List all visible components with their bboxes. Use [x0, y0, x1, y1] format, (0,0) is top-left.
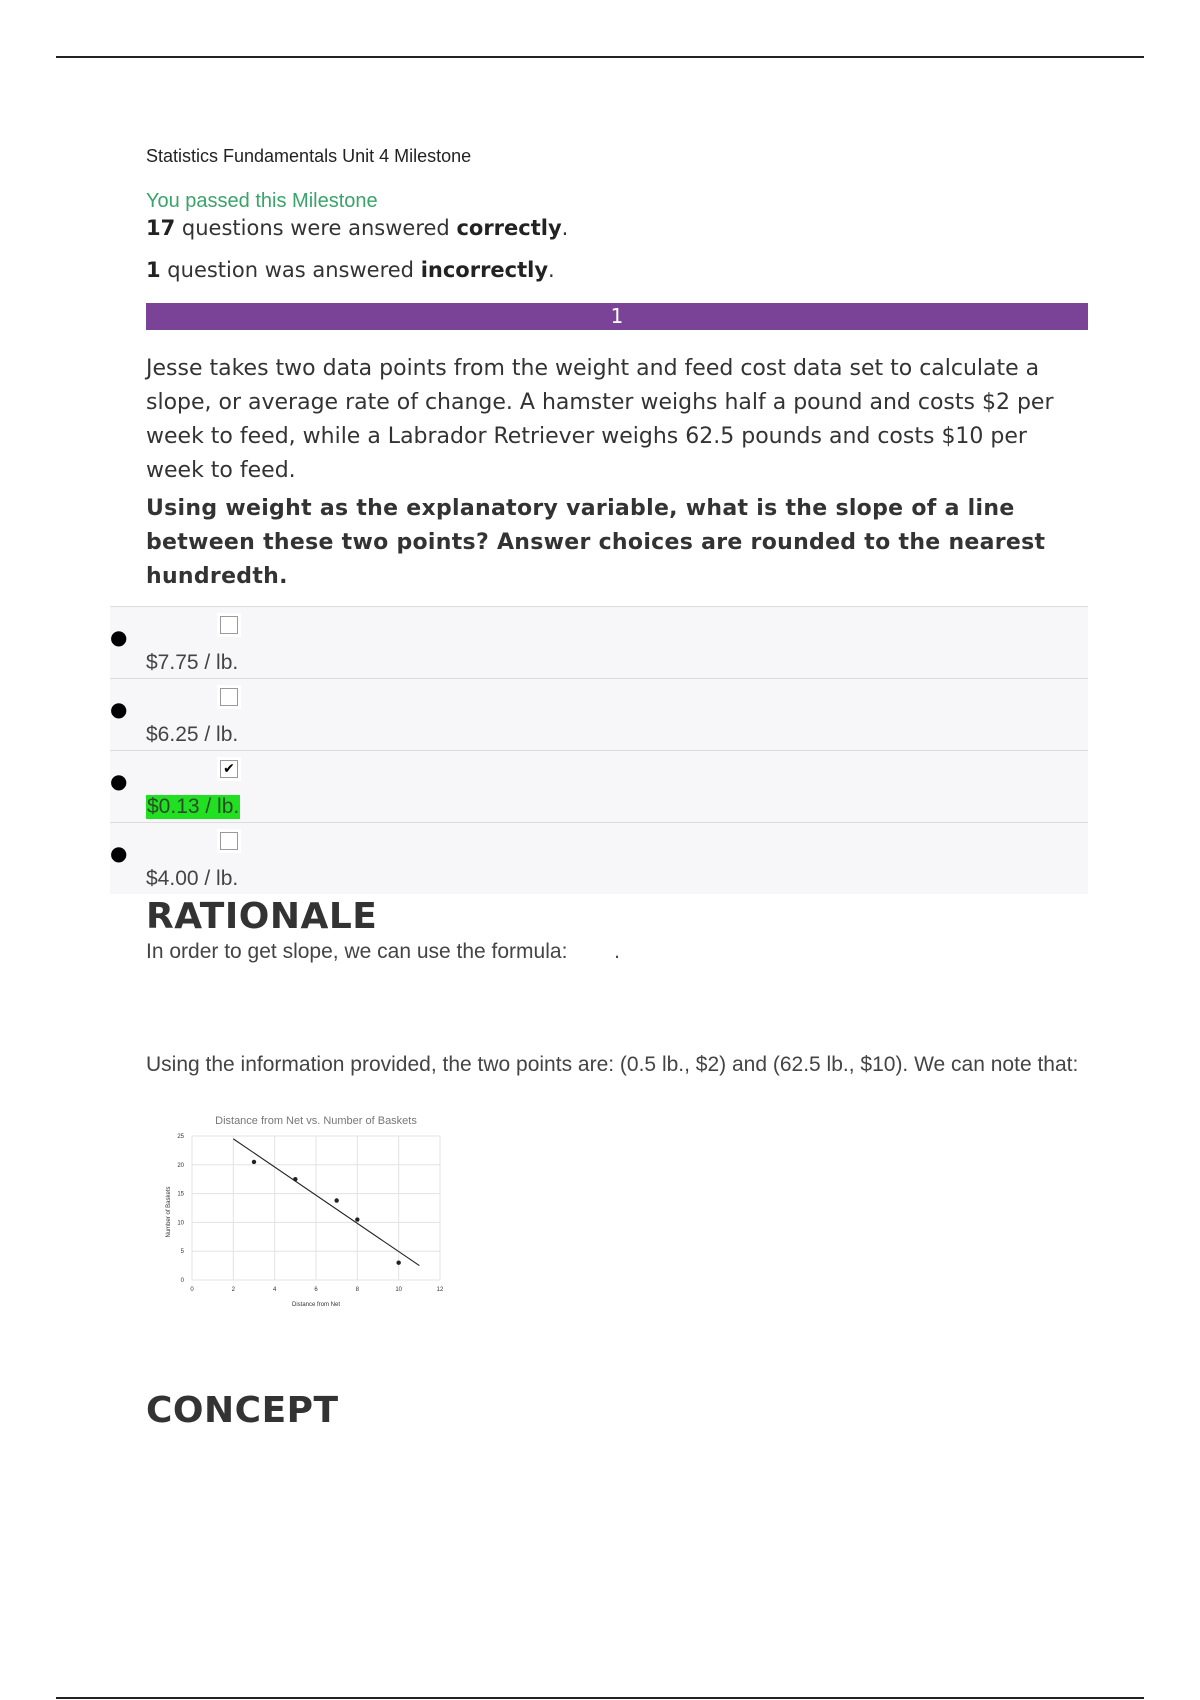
correct-text: questions were answered	[175, 216, 457, 240]
correct-count: 17	[146, 216, 176, 240]
checkbox-mark	[220, 616, 238, 634]
bullet-icon: ●	[110, 697, 128, 721]
x-tick-label: 6	[314, 1287, 318, 1293]
question-number-bar: 1	[146, 303, 1088, 330]
y-tick-label: 15	[177, 1191, 184, 1198]
x-tick-label: 10	[395, 1287, 403, 1293]
trend-line	[233, 1139, 419, 1266]
answer-choices	[110, 606, 1088, 894]
choice-label: $0.13 / lb.	[147, 795, 240, 818]
data-point	[334, 1198, 338, 1202]
x-tick-label: 8	[355, 1287, 360, 1293]
bullet-icon: ●	[110, 841, 128, 865]
data-point	[252, 1160, 256, 1164]
chart-ylabel: Number of Baskets	[166, 1186, 172, 1238]
bullet-icon: ●	[110, 769, 128, 793]
chart-title: Distance from Net vs. Number of Baskets	[215, 1115, 417, 1127]
y-tick-label: 5	[180, 1249, 184, 1256]
answer-choice[interactable]	[110, 606, 1088, 678]
checkbox-mark: ✔	[220, 760, 238, 778]
correct-summary	[146, 216, 568, 240]
data-point	[293, 1177, 297, 1181]
incorrect-emph: incorrectly	[420, 258, 549, 282]
concept-heading: CONCEPT	[146, 1390, 339, 1431]
data-point	[355, 1217, 359, 1221]
rationale-heading: RATIONALE	[146, 896, 378, 937]
passed-message: You passed this Milestone	[146, 190, 378, 212]
x-tick-label: 12	[436, 1287, 444, 1293]
checkbox[interactable]	[217, 757, 241, 781]
checkbox-mark	[220, 832, 238, 850]
question-body: Jesse takes two data points from the weight and feed cost data set to calculate a slope, or average rate of change. A hamster weighs half a pound and costs $2 per week to feed, while a Labrador Retriever weighs 62.5 pounds and costs $10 per week to feed.	[146, 356, 1054, 483]
bottom-rule	[56, 1697, 1144, 1699]
correct-end: .	[561, 216, 569, 240]
rationale-line-2: Using the information provided, the two points are: (0.5 lb., $2) and (62.5 lb., $10). We can note that:	[146, 1053, 1079, 1076]
incorrect-end: .	[548, 258, 555, 282]
bullet-icon: ●	[110, 625, 128, 649]
data-point	[396, 1261, 400, 1265]
checkbox[interactable]	[217, 685, 241, 709]
checkbox[interactable]	[217, 829, 241, 853]
checkbox[interactable]	[217, 613, 241, 637]
answer-choice[interactable]	[110, 678, 1088, 750]
answer-choice[interactable]	[110, 822, 1088, 894]
y-tick-label: 0	[180, 1278, 184, 1284]
x-tick-label: 4	[272, 1287, 277, 1293]
document-title: Statistics Fundamentals Unit 4 Milestone	[146, 146, 472, 166]
correct-emph: correctly	[456, 216, 562, 240]
top-rule	[56, 56, 1144, 58]
scatter-chart	[156, 1114, 456, 1310]
y-tick-label: 10	[177, 1220, 184, 1227]
choice-label: $7.75 / lb.	[146, 651, 239, 674]
x-tick-label: 2	[231, 1287, 236, 1293]
y-tick-label: 20	[177, 1162, 184, 1169]
choice-label: $4.00 / lb.	[146, 867, 239, 890]
y-tick-label: 25	[177, 1134, 184, 1140]
incorrect-count: 1	[146, 258, 161, 282]
incorrect-summary	[146, 258, 555, 282]
answer-choice[interactable]	[110, 750, 1088, 822]
question-prompt: Using weight as the explanatory variable, what is the slope of a line between these two points? Answer choices are rounded to the nearest hundredth.	[146, 496, 1046, 589]
choice-label: $6.25 / lb.	[146, 723, 239, 746]
incorrect-text: question was answered	[160, 258, 421, 282]
x-tick-label: 0	[190, 1287, 194, 1293]
chart-xlabel: Distance from Net	[291, 1302, 341, 1308]
checkbox-mark	[220, 688, 238, 706]
rationale-line-1: In order to get slope, we can use the formula: .	[146, 940, 620, 963]
